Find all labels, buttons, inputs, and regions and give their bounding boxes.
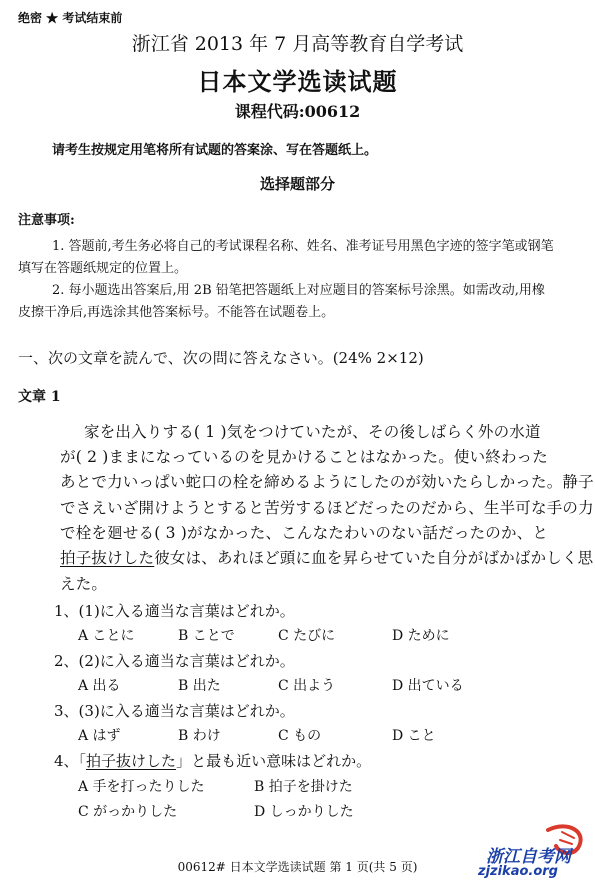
paper-title: 日本文学选读试题 xyxy=(197,67,398,96)
option-a: A はず xyxy=(78,728,121,744)
option-d: D ために xyxy=(392,628,450,644)
note-line: 1. 答题前,考生务必将自己的考试课程名称、姓名、准考证号用黑色字迹的签字笔或钢笔 xyxy=(52,239,554,254)
option-a: A 手を打ったりした xyxy=(78,779,205,795)
passage-title: 文章 1 xyxy=(18,389,61,405)
note-line: 填写在答题纸规定的位置上。 xyxy=(18,261,188,276)
passage-line: 家を出入りする( 1 )気をつけていたが、その後しばらく外の水道 xyxy=(84,423,541,441)
page-footer: 00612# 日本文学选读试题 第 1 页(共 5 页) xyxy=(177,860,418,874)
underlined-phrase: 拍子抜けした xyxy=(60,549,155,567)
option-a: A ことに xyxy=(78,628,135,644)
question-stem-suffix: 」と最も近い意味はどれか。 xyxy=(176,752,372,770)
question-stem-prefix: 4、「 xyxy=(54,752,87,770)
question-stem xyxy=(54,750,371,771)
question-stem-underlined: 拍子抜けした xyxy=(86,752,177,770)
course-code: 课程代码:00612 xyxy=(234,102,361,121)
logo-url: zjzikao.org xyxy=(478,864,558,879)
passage-line: で栓を廻せる( 3 )がなかった、こんなたわいのない話だったのか、と xyxy=(60,524,549,542)
secret-mark: 绝密 ★ 考试结束前 xyxy=(18,11,123,25)
exam-title: 浙江省 2013 年 7 月高等教育自学考试 xyxy=(131,33,464,55)
option-b: B 拍子を掛けた xyxy=(254,779,353,795)
option-c: C がっかりした xyxy=(78,804,178,820)
option-a: A 出る xyxy=(78,678,121,694)
question-stem: 1、(1)に入る適当な言葉はどれか。 xyxy=(54,602,295,620)
question-stem: 2、(2)に入る適当な言葉はどれか。 xyxy=(54,652,295,670)
passage-line-rest: 彼女は、あれほど頭に血を昇らせていた自分がばかばかしく思 xyxy=(154,549,594,567)
question-stem: 3、(3)に入る適当な言葉はどれか。 xyxy=(54,702,295,720)
instruction: 请考生按规定用笔将所有试题的答案涂、写在答题纸上。 xyxy=(52,143,378,158)
passage-line: が( 2 )ままになっているのを見かけることはなかった。使い終わった xyxy=(60,448,548,466)
note-line: 皮擦干净后,再选涂其他答案标号。不能答在试题卷上。 xyxy=(18,305,335,320)
option-d: D 出ている xyxy=(392,678,464,694)
site-logo xyxy=(478,820,590,884)
passage-line: あとで力いっぱい蛇口の栓を締めるようにしたのが効いたらしかった。静子 xyxy=(60,473,594,491)
passage-line xyxy=(60,546,593,568)
passage-line: でさえいざ開けようとすると苦労するほどだったのだから、生半可な手の力 xyxy=(60,499,594,517)
option-b: B 出た xyxy=(178,678,221,694)
option-d: D こと xyxy=(392,728,436,744)
section-heading: 选择题部分 xyxy=(259,175,335,193)
logo-text: 浙江自考网 xyxy=(486,847,571,867)
part-heading: 一、次の文章を読んで、次の問に答えなさい。(24% 2×12) xyxy=(18,349,424,367)
option-c: C 出よう xyxy=(278,678,336,694)
passage-line: えた。 xyxy=(60,575,108,593)
note-line: 2. 每小题选出答案后,用 2B 铅笔把答题纸上对应题目的答案标号涂黑。如需改动,用橡 xyxy=(52,283,545,298)
option-c: C もの xyxy=(278,728,322,744)
option-b: B ことで xyxy=(178,628,235,644)
notes-title: 注意事项: xyxy=(18,213,75,228)
option-b: B わけ xyxy=(178,728,221,744)
option-d: D しっかりした xyxy=(254,804,354,820)
option-c: C たびに xyxy=(278,628,336,644)
